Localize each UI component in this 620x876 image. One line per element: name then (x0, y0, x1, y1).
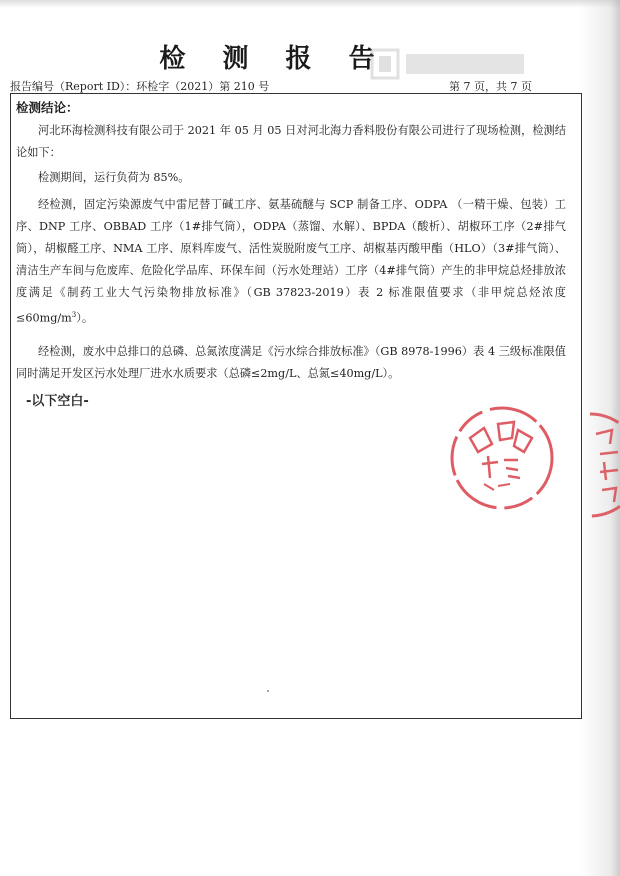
page-number: 第 7 页，共 7 页 (449, 80, 532, 93)
wastewater-paragraph: 经检测，废水中总排口的总磷、总氮浓度满足《污水综合排放标准》（GB 8978-1996）表 4 三级标准限值同时满足开发区污水处理厂进水水质要求（总磷≤2mg/L、总氮≤40mg/L）。 (16, 345, 566, 380)
scan-speck (267, 690, 269, 692)
company-seal-stamp (448, 404, 556, 512)
scan-shadow-top (0, 0, 620, 8)
unit-superscript: 3 (71, 311, 77, 319)
company-logo-watermark (370, 46, 530, 82)
report-title: 检 测 报 告 (159, 44, 389, 74)
air-emission-paragraph (16, 194, 566, 330)
report-header (10, 78, 580, 94)
intro-paragraph: 河北环海检测科技有限公司于 2021 年 05 月 05 日对河北海力香料股份有限公司进行了现场检测，检测结论如下： (16, 124, 566, 159)
seam-stamp-partial (560, 410, 620, 520)
report-number: 报告编号（Report ID）：环检字（2021）第 210 号 (10, 80, 270, 93)
blank-below-marker: -以下空白- (26, 394, 89, 409)
air-emission-text: 经检测，固定污染源废气中雷尼替丁碱工序、氨基硫醚与 SCP 制备工序、ODPA （一精干燥、包装）工序、DNP 工序、OBBAD 工序（1#排气筒），ODPA（蒸馏、水解）、BPDA（酸析）、胡椒环工序（2#排气筒），胡椒醛工序、NMA 工序、原料库废气、活性炭脱附废气工序、胡椒基丙酸甲酯（HLO）（3#排气筒）、清洁生产车间与危废库、危险化学品库、环保车间（污水处理站）工序（4#排气筒）产生的非甲烷总烃排放浓度满足《制药工业大气污染物排放标准》（GB 37823-2019）表 2 标准限值要求（非甲烷总烃浓度≤60mg/m (16, 198, 566, 325)
load-paragraph: 检测期间，运行负荷为 85%。 (38, 171, 190, 184)
section-title: 检测结论： (16, 100, 79, 115)
air-emission-close: ）。 (76, 311, 94, 325)
